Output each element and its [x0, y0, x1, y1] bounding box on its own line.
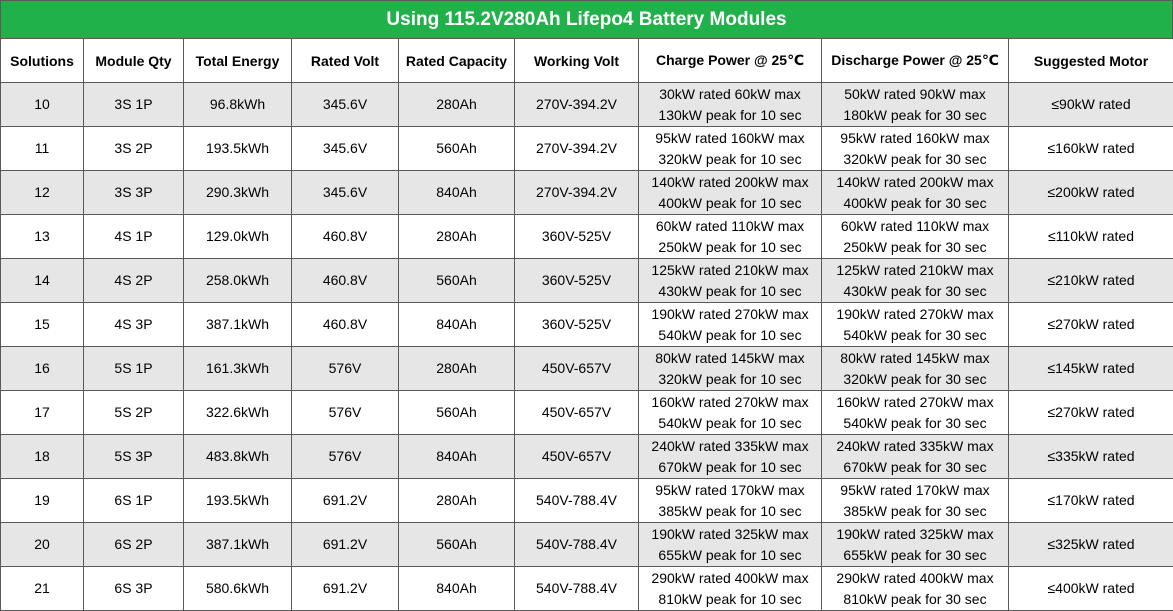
table-body — [1, 83, 1173, 611]
discharge-power-cell — [822, 435, 1009, 479]
battery-solutions-table — [0, 38, 1173, 611]
solution-cell: 10 — [1, 83, 84, 127]
total-energy-cell: 580.6kWh — [184, 567, 292, 611]
solution-cell: 11 — [1, 127, 84, 171]
discharge-power-line-1: 240kW rated 335kW max — [822, 436, 1008, 457]
discharge-power-line-1: 95kW rated 170kW max — [822, 480, 1008, 501]
table-row — [1, 347, 1173, 391]
charge-power-cell — [639, 435, 822, 479]
rated-capacity-cell: 840Ah — [399, 435, 515, 479]
total-energy-cell: 96.8kWh — [184, 83, 292, 127]
rated-volt-cell: 460.8V — [292, 303, 399, 347]
table-row — [1, 391, 1173, 435]
suggested-motor-cell: ≤400kW rated — [1009, 567, 1173, 611]
charge-power-line-1: 160kW rated 270kW max — [639, 392, 821, 413]
discharge-power-line-2: 540kW peak for 30 sec — [822, 325, 1008, 346]
header-rated-capacity: Rated Capacity — [399, 39, 515, 83]
discharge-power-cell — [822, 347, 1009, 391]
module-qty-cell: 3S 2P — [84, 127, 184, 171]
solution-cell: 21 — [1, 567, 84, 611]
working-volt-cell: 540V-788.4V — [515, 523, 639, 567]
total-energy-cell: 483.8kWh — [184, 435, 292, 479]
header-working-volt: Working Volt — [515, 39, 639, 83]
charge-power-line-1: 30kW rated 60kW max — [639, 84, 821, 105]
table-row — [1, 435, 1173, 479]
rated-capacity-cell: 840Ah — [399, 171, 515, 215]
charge-power-line-1: 95kW rated 170kW max — [639, 480, 821, 501]
rated-capacity-cell: 280Ah — [399, 347, 515, 391]
total-energy-cell: 322.6kWh — [184, 391, 292, 435]
discharge-power-line-2: 540kW peak for 30 sec — [822, 413, 1008, 434]
charge-power-line-1: 80kW rated 145kW max — [639, 348, 821, 369]
charge-power-line-1: 190kW rated 325kW max — [639, 524, 821, 545]
rated-capacity-cell: 560Ah — [399, 259, 515, 303]
rated-volt-cell: 691.2V — [292, 479, 399, 523]
working-volt-cell: 450V-657V — [515, 435, 639, 479]
total-energy-cell: 387.1kWh — [184, 523, 292, 567]
header-solutions: Solutions — [1, 39, 84, 83]
module-qty-cell: 3S 3P — [84, 171, 184, 215]
discharge-power-line-2: 670kW peak for 30 sec — [822, 457, 1008, 478]
module-qty-cell: 4S 1P — [84, 215, 184, 259]
solution-cell: 17 — [1, 391, 84, 435]
charge-power-line-2: 130kW peak for 10 sec — [639, 105, 821, 126]
charge-power-cell — [639, 83, 822, 127]
working-volt-cell: 360V-525V — [515, 303, 639, 347]
suggested-motor-cell: ≤145kW rated — [1009, 347, 1173, 391]
working-volt-cell: 270V-394.2V — [515, 171, 639, 215]
rated-volt-cell: 460.8V — [292, 215, 399, 259]
charge-power-cell — [639, 127, 822, 171]
header-total-energy: Total Energy — [184, 39, 292, 83]
discharge-power-line-2: 180kW peak for 30 sec — [822, 105, 1008, 126]
solution-cell: 12 — [1, 171, 84, 215]
discharge-power-cell — [822, 171, 1009, 215]
header-row — [1, 39, 1173, 83]
module-qty-cell: 5S 1P — [84, 347, 184, 391]
table-row — [1, 171, 1173, 215]
rated-capacity-cell: 280Ah — [399, 83, 515, 127]
module-qty-cell: 5S 2P — [84, 391, 184, 435]
charge-power-line-1: 140kW rated 200kW max — [639, 172, 821, 193]
total-energy-cell: 193.5kWh — [184, 479, 292, 523]
rated-volt-cell: 576V — [292, 391, 399, 435]
solution-cell: 14 — [1, 259, 84, 303]
table-row — [1, 523, 1173, 567]
discharge-power-line-1: 95kW rated 160kW max — [822, 128, 1008, 149]
rated-volt-cell: 691.2V — [292, 523, 399, 567]
rated-volt-cell: 691.2V — [292, 567, 399, 611]
rated-capacity-cell: 840Ah — [399, 303, 515, 347]
charge-power-line-2: 250kW peak for 10 sec — [639, 237, 821, 258]
total-energy-cell: 387.1kWh — [184, 303, 292, 347]
discharge-power-line-1: 290kW rated 400kW max — [822, 568, 1008, 589]
table-row — [1, 303, 1173, 347]
table-row — [1, 567, 1173, 611]
discharge-power-line-2: 320kW peak for 30 sec — [822, 149, 1008, 170]
discharge-power-cell — [822, 391, 1009, 435]
suggested-motor-cell: ≤270kW rated — [1009, 391, 1173, 435]
module-qty-cell: 6S 1P — [84, 479, 184, 523]
rated-capacity-cell: 560Ah — [399, 391, 515, 435]
suggested-motor-cell: ≤170kW rated — [1009, 479, 1173, 523]
solution-cell: 18 — [1, 435, 84, 479]
charge-power-line-2: 320kW peak for 10 sec — [639, 369, 821, 390]
discharge-power-line-1: 50kW rated 90kW max — [822, 84, 1008, 105]
discharge-power-line-2: 810kW peak for 30 sec — [822, 589, 1008, 610]
rated-volt-cell: 576V — [292, 435, 399, 479]
discharge-power-line-1: 125kW rated 210kW max — [822, 260, 1008, 281]
discharge-power-line-1: 160kW rated 270kW max — [822, 392, 1008, 413]
charge-power-line-2: 430kW peak for 10 sec — [639, 281, 821, 302]
discharge-power-line-1: 190kW rated 270kW max — [822, 304, 1008, 325]
module-qty-cell: 4S 2P — [84, 259, 184, 303]
discharge-power-cell — [822, 127, 1009, 171]
working-volt-cell: 450V-657V — [515, 347, 639, 391]
header-module-qty: Module Qty — [84, 39, 184, 83]
discharge-power-cell — [822, 303, 1009, 347]
charge-power-line-1: 125kW rated 210kW max — [639, 260, 821, 281]
working-volt-cell: 360V-525V — [515, 259, 639, 303]
charge-power-line-2: 400kW peak for 10 sec — [639, 193, 821, 214]
charge-power-cell — [639, 391, 822, 435]
charge-power-line-2: 810kW peak for 10 sec — [639, 589, 821, 610]
working-volt-cell: 540V-788.4V — [515, 567, 639, 611]
header-charge-power: Charge Power @ 25℃ — [639, 39, 822, 83]
charge-power-line-2: 385kW peak for 10 sec — [639, 501, 821, 522]
discharge-power-line-2: 400kW peak for 30 sec — [822, 193, 1008, 214]
discharge-power-line-2: 385kW peak for 30 sec — [822, 501, 1008, 522]
working-volt-cell: 270V-394.2V — [515, 127, 639, 171]
charge-power-line-2: 540kW peak for 10 sec — [639, 413, 821, 434]
total-energy-cell: 290.3kWh — [184, 171, 292, 215]
module-qty-cell: 3S 1P — [84, 83, 184, 127]
working-volt-cell: 360V-525V — [515, 215, 639, 259]
table-row — [1, 127, 1173, 171]
header-rated-volt: Rated Volt — [292, 39, 399, 83]
discharge-power-line-1: 190kW rated 325kW max — [822, 524, 1008, 545]
rated-capacity-cell: 560Ah — [399, 127, 515, 171]
discharge-power-cell — [822, 259, 1009, 303]
rated-capacity-cell: 840Ah — [399, 567, 515, 611]
solution-cell: 20 — [1, 523, 84, 567]
charge-power-line-1: 95kW rated 160kW max — [639, 128, 821, 149]
suggested-motor-cell: ≤90kW rated — [1009, 83, 1173, 127]
rated-volt-cell: 576V — [292, 347, 399, 391]
header-suggested-motor: Suggested Motor — [1009, 39, 1173, 83]
module-qty-cell: 4S 3P — [84, 303, 184, 347]
discharge-power-line-1: 140kW rated 200kW max — [822, 172, 1008, 193]
discharge-power-cell — [822, 83, 1009, 127]
total-energy-cell: 129.0kWh — [184, 215, 292, 259]
charge-power-cell — [639, 347, 822, 391]
module-qty-cell: 6S 3P — [84, 567, 184, 611]
table-row — [1, 215, 1173, 259]
working-volt-cell: 270V-394.2V — [515, 83, 639, 127]
rated-capacity-cell: 280Ah — [399, 215, 515, 259]
solution-cell: 13 — [1, 215, 84, 259]
discharge-power-cell — [822, 479, 1009, 523]
suggested-motor-cell: ≤270kW rated — [1009, 303, 1173, 347]
suggested-motor-cell: ≤210kW rated — [1009, 259, 1173, 303]
charge-power-line-2: 670kW peak for 10 sec — [639, 457, 821, 478]
discharge-power-cell — [822, 523, 1009, 567]
total-energy-cell: 193.5kWh — [184, 127, 292, 171]
solution-cell: 19 — [1, 479, 84, 523]
charge-power-cell — [639, 523, 822, 567]
charge-power-line-2: 655kW peak for 10 sec — [639, 545, 821, 566]
charge-power-cell — [639, 215, 822, 259]
discharge-power-line-1: 60kW rated 110kW max — [822, 216, 1008, 237]
suggested-motor-cell: ≤335kW rated — [1009, 435, 1173, 479]
charge-power-line-2: 540kW peak for 10 sec — [639, 325, 821, 346]
solution-cell: 15 — [1, 303, 84, 347]
charge-power-line-1: 290kW rated 400kW max — [639, 568, 821, 589]
solution-cell: 16 — [1, 347, 84, 391]
working-volt-cell: 450V-657V — [515, 391, 639, 435]
table-row — [1, 259, 1173, 303]
charge-power-cell — [639, 567, 822, 611]
charge-power-line-1: 240kW rated 335kW max — [639, 436, 821, 457]
discharge-power-line-2: 655kW peak for 30 sec — [822, 545, 1008, 566]
module-qty-cell: 5S 3P — [84, 435, 184, 479]
total-energy-cell: 258.0kWh — [184, 259, 292, 303]
rated-volt-cell: 460.8V — [292, 259, 399, 303]
discharge-power-cell — [822, 215, 1009, 259]
discharge-power-line-2: 430kW peak for 30 sec — [822, 281, 1008, 302]
charge-power-cell — [639, 303, 822, 347]
discharge-power-line-2: 320kW peak for 30 sec — [822, 369, 1008, 390]
suggested-motor-cell: ≤200kW rated — [1009, 171, 1173, 215]
suggested-motor-cell: ≤160kW rated — [1009, 127, 1173, 171]
table-row — [1, 479, 1173, 523]
charge-power-cell — [639, 479, 822, 523]
header-discharge-power: Discharge Power @ 25℃ — [822, 39, 1009, 83]
charge-power-line-1: 190kW rated 270kW max — [639, 304, 821, 325]
charge-power-cell — [639, 171, 822, 215]
discharge-power-cell — [822, 567, 1009, 611]
rated-volt-cell: 345.6V — [292, 171, 399, 215]
charge-power-line-2: 320kW peak for 10 sec — [639, 149, 821, 170]
suggested-motor-cell: ≤110kW rated — [1009, 215, 1173, 259]
working-volt-cell: 540V-788.4V — [515, 479, 639, 523]
total-energy-cell: 161.3kWh — [184, 347, 292, 391]
charge-power-cell — [639, 259, 822, 303]
suggested-motor-cell: ≤325kW rated — [1009, 523, 1173, 567]
rated-volt-cell: 345.6V — [292, 127, 399, 171]
rated-capacity-cell: 280Ah — [399, 479, 515, 523]
module-qty-cell: 6S 2P — [84, 523, 184, 567]
discharge-power-line-1: 80kW rated 145kW max — [822, 348, 1008, 369]
table-title: Using 115.2V280Ah Lifepo4 Battery Modules — [0, 0, 1173, 38]
table-row — [1, 83, 1173, 127]
rated-volt-cell: 345.6V — [292, 83, 399, 127]
discharge-power-line-2: 250kW peak for 30 sec — [822, 237, 1008, 258]
charge-power-line-1: 60kW rated 110kW max — [639, 216, 821, 237]
rated-capacity-cell: 560Ah — [399, 523, 515, 567]
